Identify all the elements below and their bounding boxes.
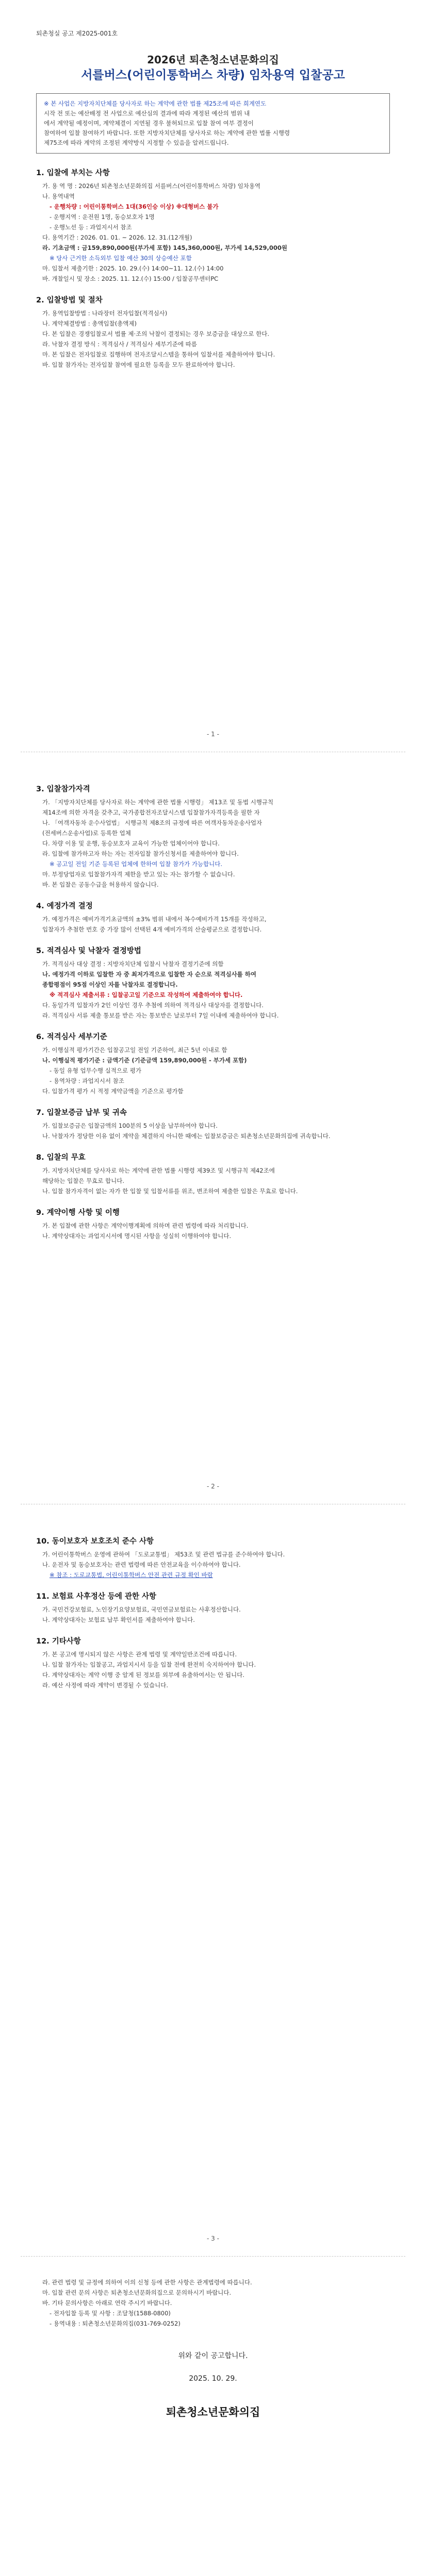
- section-line: 가. 용 역 명 : 2026년 퇴촌청소년문화의집 서를버스(어린이통학버스 차량) 임차용역: [42, 182, 261, 190]
- page-number: - 3 -: [207, 2235, 219, 2242]
- intro-line: 참여하여 입찰 참여하기 바랍니다. 또한 지방자치단체를 당사자로 하는 계약에 관한 법률 시행령: [44, 129, 290, 137]
- title-main: 2026년 퇴촌청소년문화의집: [147, 54, 279, 66]
- page-3: [0, 1504, 426, 2257]
- section-10: [36, 1535, 390, 1580]
- section-heading: 11. 보험료 사후정산 등에 관한 사항: [36, 1592, 157, 1601]
- intro-line: 제75조에 따라 계약의 조정된 계약방식 지정할 수 있음을 알려드립니다.: [44, 139, 229, 146]
- section-line: 나. 용역내역: [42, 193, 75, 200]
- section-line: 입찰자가 추첨한 번호 중 가장 많이 선택된 4개 예비가격의 산술평균으로 결정합니다.: [42, 926, 262, 933]
- section-line: 다. 본 입찰은 경쟁입찰로서 법률 제·조의 낙찰이 결정되는 경우 보증금을 대상으로 한다.: [42, 330, 269, 337]
- notice-number: 퇴촌청실 공고 제2025-001호: [36, 30, 118, 37]
- section-line: 라. 기초금액 : 금159,890,000원(부가세 포함) 145,360,000원, 부가세 14,529,000원: [42, 244, 287, 251]
- section-line: 나. 입찰 참가자격이 없는 자가 한 입찰 및 입찰서류를 위조, 변조하여 제출한 입찰은 무효로 합니다.: [42, 1188, 298, 1195]
- section-5: [36, 945, 390, 1021]
- intro-line: ※ 본 사업은 지방자치단체를 당사자로 하는 계약에 관한 법률 제25조에 따른 희계연도: [44, 100, 267, 107]
- section-heading: 6. 적격심사 세부기준: [36, 1033, 107, 1041]
- section-line: (전세버스운송사업)로 등록한 업체: [42, 829, 131, 837]
- intro-notice-box: [36, 93, 390, 154]
- section-9: [36, 1207, 390, 1241]
- intro-line: 에서 계약될 예정이며, 계약체결이 지연될 경우 불허되므로 입찰 참여 여부 결정이: [44, 120, 254, 127]
- section-line: 라. 입찰에 참가하고자 하는 자는 전자입찰 참가신청서를 제출하여야 합니다.: [42, 850, 239, 857]
- section-line: 가. 어린이통학버스 운영에 관하여 「도로교통법」 제53조 및 관련 법규를 준수하여야 합니다.: [42, 1551, 285, 1558]
- section-line: 나. 운전자 및 동승보호자는 관련 법령에 따른 안전교육을 이수하여야 합니다.: [42, 1561, 241, 1568]
- section-line: 바. 본 입찰은 공동수급을 허용하지 않습니다.: [42, 881, 159, 888]
- section-line: 나. 계약상대자는 보험료 납부 확인서를 제출하여야 합니다.: [42, 1616, 195, 1623]
- section-line: 나. 「여객자동차 운수사업법」 시행규칙 제8조의 규정에 따른 여객자동차운송사업자: [42, 819, 263, 826]
- section-line: 다. 차량 이용 및 운행, 동승보호자 교육이 가능한 업체이어야 합니다.: [42, 840, 220, 847]
- section-line: 나. 계약체결방법 : 총액입찰(총액제): [42, 320, 137, 327]
- section-4: [36, 900, 390, 935]
- section-2: [36, 294, 390, 370]
- section-6: [36, 1031, 390, 1096]
- section-line: 가. 입찰보증금은 입찰금액의 100분의 5 이상을 납부하여야 합니다.: [42, 1122, 218, 1129]
- section-heading: 7. 입찰보증금 납부 및 귀속: [36, 1109, 127, 1117]
- page-2: [0, 752, 426, 1504]
- section-line: 가. 적격심사 대상 결정 : 지방자치단체 입찰시 낙찰자 결정기준에 의함: [42, 960, 224, 968]
- section-line: 나. 입찰 참가자는 입찰공고, 과업지시서 등을 입찰 전에 완전히 숙지하여야 합니다.: [42, 1661, 256, 1668]
- section-line: 마. 부정당업자로 입찰참가자격 제한을 받고 있는 자는 참가할 수 없습니다.: [42, 871, 235, 878]
- section-heading: 2. 입찰방법 및 절차: [36, 296, 103, 304]
- closing-statement: [36, 2349, 390, 2385]
- section-12: [36, 1635, 390, 1690]
- section-line: 가. 국민건강보험료, 노인장기요양보험료, 국민연금보험료는 사후정산합니다.: [42, 1606, 241, 1613]
- section-line: 바. 개찰일시 및 장소 : 2025. 11. 12.(수) 15:00 / 입찰공무센터PC: [42, 275, 219, 282]
- section-line: 제14조에 의한 자격을 갖추고, 국가종합전자조달시스템 입찰참가자격등록을 필한 자: [42, 809, 260, 816]
- section-heading: 9. 계약이행 사항 및 이행: [36, 1209, 120, 1217]
- section-line: - 운행노선 등 : 과업지시서 참조: [50, 224, 132, 231]
- section-3: [36, 783, 390, 890]
- page-2-content: [36, 773, 390, 1241]
- section-line: - 동일 유형 업무수행 실적으로 평가: [50, 1067, 141, 1074]
- section-line: ※ 참조 : 도로교통법, 어린이통학버스 안전 관련 규정 확인 바람: [50, 1571, 213, 1579]
- section-line: 다. 용역기간 : 2026. 01. 01. ~ 2026. 12. 31.(12개월): [42, 234, 192, 241]
- section-line: 가. 「지방자치단체를 당사자로 하는 계약에 관한 법률 시행령」 제13조 및 동법 시행규칙: [42, 799, 274, 806]
- section-line: 나. 낙찰자가 정당한 이유 없이 계약을 체결하지 아니한 때에는 입찰보증금은 퇴촌청소년문화의집에 귀속합니다.: [42, 1132, 331, 1140]
- page-3-content: [36, 1525, 390, 1690]
- section-line: - 운행차량 : 어린이통학버스 1대(36인승 이상) ※대형버스 불가: [50, 203, 219, 210]
- section-1: [36, 167, 390, 284]
- section-line: 가. 예정가격은 예비가격기초금액의 ±3% 범위 내에서 복수예비가격 15개를 작성하고,: [42, 916, 267, 923]
- section-line: 가. 본 입찰에 관한 사항은 계약이행계획에 의하며 관련 법령에 따라 처리합니다.: [42, 1222, 249, 1229]
- section-line: 라. 예산 사정에 따라 계약이 변경될 수 있습니다.: [42, 1682, 168, 1689]
- section-line: 마. 입찰 관련 문의 사항은 퇴촌청소년문화의집으로 문의하시기 바랍니다.: [42, 2289, 232, 2296]
- notice-date: 2025. 10. 29.: [189, 2375, 237, 2383]
- section-line: - 용역내용 : 퇴촌청소년문화의집(031-769-0252): [50, 2320, 181, 2327]
- section-heading: 8. 입찰의 무효: [36, 1154, 86, 1162]
- section-line: 다. 동일가격 입찰자가 2인 이상인 경우 추첨에 의하여 적격심사 대상자를 결정합니다.: [42, 1002, 264, 1009]
- section-heading: 4. 예정가격 결정: [36, 902, 93, 910]
- section-line: 바. 기타 문의사항은 아래로 연락 주시기 바랍니다.: [42, 2299, 172, 2307]
- page-1: [0, 0, 426, 752]
- section-line: - 전자입찰 등록 및 사항 : 조달청(1588-0800): [50, 2310, 171, 2317]
- section-11: [36, 1590, 390, 1625]
- section-8: [36, 1151, 390, 1196]
- section-heading: 5. 적격심사 및 낙찰자 결정방법: [36, 947, 141, 955]
- section-line: 나. 계약상대자는 과업지시서에 명시된 사항을 성실히 이행하여야 합니다.: [42, 1232, 232, 1240]
- organization-name: 퇴촌청소년문화의집: [166, 2406, 260, 2418]
- section-line: 가. 본 공고에 명시되지 않은 사항은 관계 법령 및 계약일반조건에 따릅니다.: [42, 1651, 237, 1658]
- section-line: 나. 이행실적 평가기준 : 금액기준 (기준금액 159,890,000원 - 부가세 포함): [42, 1057, 247, 1064]
- notice-title: [36, 52, 390, 83]
- section-line: ※ 당사 근거한 소득외부 입찰 예산 30의 상승예산 포함: [50, 255, 192, 262]
- title-sub: 서를버스(어린이통학버스 차량) 임차용역 입찰공고: [81, 69, 345, 82]
- section-line: 라. 적격심사 서류 제출 통보를 받은 자는 통보받은 날로부터 7일 이내에 제출하여야 합니다.: [42, 1012, 279, 1019]
- closing-text: 위와 같이 공고합니다.: [178, 2352, 248, 2360]
- intro-line: 시작 전 또는 예산배정 전 사업으로 예산심의 결과에 따라 계정된 예산의 범위 내: [44, 110, 250, 117]
- section-line: 다. 계약상대자는 계약 이행 중 알게 된 정보를 외부에 유출하여서는 안 됩니다.: [42, 1671, 244, 1679]
- section-line: 나. 예정가격 이하로 입찰한 자 중 최저가격으로 입찰한 자 순으로 적격심사를 하여: [42, 971, 257, 978]
- section-heading: 1. 입찰에 부치는 사항: [36, 169, 110, 177]
- section-line: 가. 지방자치단체를 당사자로 하는 계약에 관한 법률 시행령 제39조 및 시행규칙 제42조에: [42, 1167, 275, 1174]
- section-line: 라. 관련 법령 및 규정에 의하여 이의 신청 등에 관한 사항은 관계법령에 따릅니다.: [42, 2279, 252, 2286]
- section-line: - 운행지역 : 운전원 1명, 동승보호자 1명: [50, 213, 155, 221]
- section-line: 해당하는 입찰은 무효로 합니다.: [42, 1177, 125, 1184]
- section-7: [36, 1107, 390, 1141]
- section-line: 마. 입찰서 제출기한 : 2025. 10. 29.(수) 14:00~11. 12.(수) 14:00: [42, 265, 224, 272]
- page-4-content: [36, 2277, 390, 2419]
- section-heading: 12. 기타사항: [36, 1637, 81, 1646]
- section-line: 라. 낙찰자 결정 방식 : 적격심사 / 적격심사 세부기준에 따름: [42, 341, 197, 348]
- section-heading: 3. 입찰참가자격: [36, 785, 90, 793]
- section-line: 종합평점이 95점 이상인 자를 낙찰자로 결정합니다.: [42, 981, 178, 988]
- section-line: 다. 입찰가격 평가 시 적정 계약금액을 기준으로 평가함: [42, 1088, 184, 1095]
- section-line: ※ 적격심사 제출서류 : 입찰공고일 기준으로 작성하여 제출하여야 합니다.: [50, 991, 243, 998]
- section-line: 바. 입찰 참가자는 전자입찰 참여에 필요한 등록을 모두 완료하여야 합니다.: [42, 361, 235, 368]
- page-4: [0, 2257, 426, 2576]
- section-heading: 10. 동이보호자 보호조치 준수 사항: [36, 1537, 154, 1546]
- page-number: - 1 -: [207, 731, 219, 738]
- section-line: 가. 이행실적 평가기간은 입찰공고일 전일 기준하여, 최근 5년 이내로 함: [42, 1046, 227, 1054]
- page-1-content: [36, 29, 390, 370]
- section-line: 가. 용역입찰방법 : 나라장터 전자입찰(적격심사): [42, 310, 168, 317]
- section-line: 마. 본 입찰은 전자입찰로 집행하며 전자조달시스템을 통하여 입찰서를 제출하여야 합니다.: [42, 351, 275, 358]
- section-line: - 용역차량 : 과업지시서 참조: [50, 1077, 124, 1084]
- section-line: ※ 공고일 전일 기준 등록된 업체에 한하여 입찰 참가가 가능합니다.: [50, 860, 223, 868]
- page-number: - 2 -: [207, 1483, 219, 1490]
